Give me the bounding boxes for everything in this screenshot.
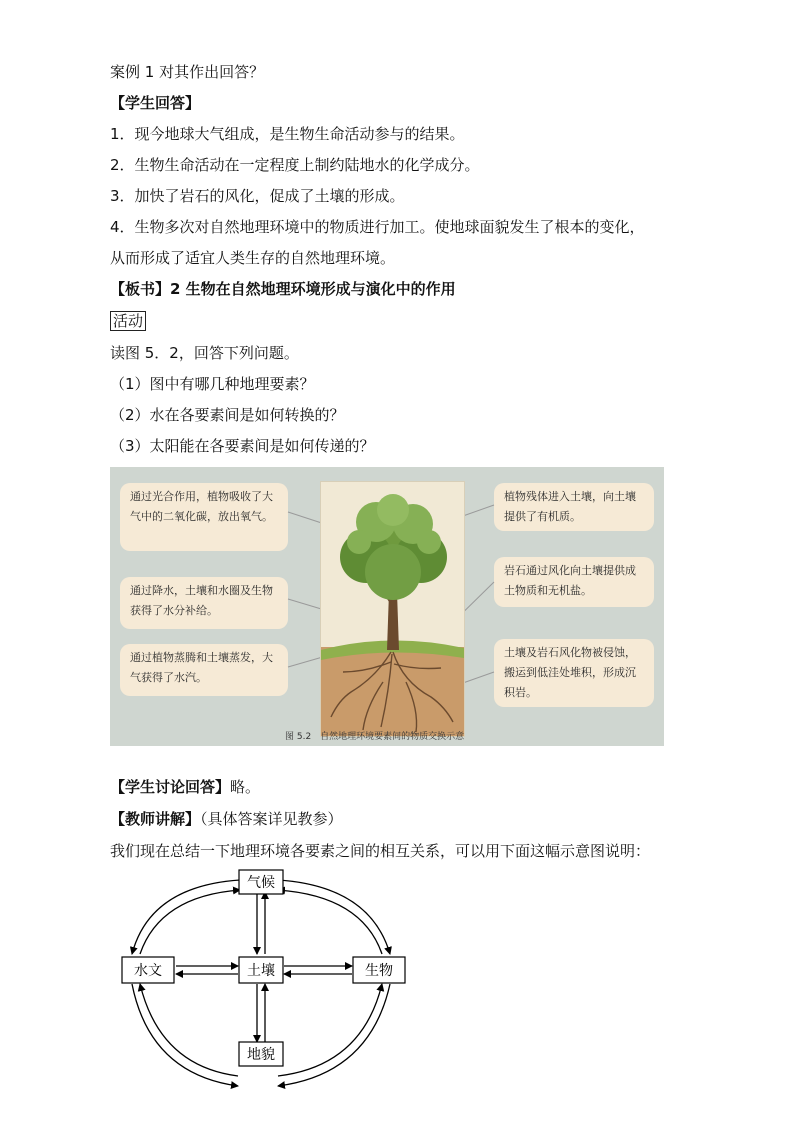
question-intro: 读图 5．2，回答下列问题。: [110, 344, 299, 362]
discussion-label: 【学生讨论回答】: [110, 778, 231, 796]
node-hydrology: 水文: [134, 963, 162, 979]
activity-label: 活动: [110, 311, 146, 331]
tree-illustration: [320, 481, 465, 737]
note-transpiration: 通过植物蒸腾和土壤蒸发，大气获得了水汽。: [120, 644, 288, 696]
question-item: （1）图中有哪几种地理要素？: [110, 375, 315, 393]
teacher-text: （具体答案详见教参）: [200, 810, 343, 828]
node-landform: 地貌: [247, 1047, 275, 1063]
question-item: （2）水在各要素间是如何转换的？: [110, 406, 345, 424]
summary-text: 我们现在总结一下地理环境各要素之间的相互关系，可以用下面这幅示意图说明：: [110, 842, 651, 860]
note-photosynthesis: 通过光合作用，植物吸收了大气中的二氧化碳，放出氧气。: [120, 483, 288, 551]
answer-item: 4．生物多次对自然地理环境中的物质进行加工。使地球面貌发生了根本的变化，: [110, 218, 645, 236]
discussion-text: 略。: [230, 778, 261, 796]
answer-item: 1．现今地球大气组成，是生物生命活动参与的结果。: [110, 125, 465, 143]
note-organic-matter: 植物残体进入土壤，向土壤提供了有机质。: [494, 483, 654, 531]
intro-text: 案例 1 对其作出回答？: [110, 63, 265, 81]
figure-caption: 图 5.2 自然地理环境要素间的物质交换示意: [285, 732, 465, 742]
node-biology: 生物: [365, 963, 393, 979]
node-soil: 土壤: [247, 963, 275, 979]
note-precipitation: 通过降水，土壤和水圈及生物获得了水分补给。: [120, 577, 288, 629]
note-sedimentary: 土壤及岩石风化物被侵蚀，搬运到低洼处堆积，形成沉积岩。: [494, 639, 654, 707]
answer-item: 2．生物生命活动在一定程度上制约陆地水的化学成分。: [110, 156, 480, 174]
answer-item: 3．加快了岩石的风化，促成了土壤的形成。: [110, 187, 405, 205]
teacher-line: [110, 809, 343, 829]
note-weathering: 岩石通过风化向土壤提供成土物质和无机盐。: [494, 557, 654, 607]
student-answer-header: 【学生回答】: [110, 94, 201, 112]
node-climate: 气候: [247, 875, 275, 891]
discussion-line: [110, 777, 260, 797]
activity-label-wrap: [110, 311, 146, 331]
question-item: （3）太阳能在各要素间是如何传递的？: [110, 437, 375, 455]
geographic-elements-diagram: [110, 866, 430, 1100]
teacher-label: 【教师讲解】: [110, 810, 201, 828]
board-heading: 【板书】2 生物在自然地理环境形成与演化中的作用: [110, 280, 456, 298]
answer-item: 从而形成了适宜人类生存的自然地理环境。: [110, 249, 396, 267]
material-exchange-figure: [110, 467, 664, 746]
